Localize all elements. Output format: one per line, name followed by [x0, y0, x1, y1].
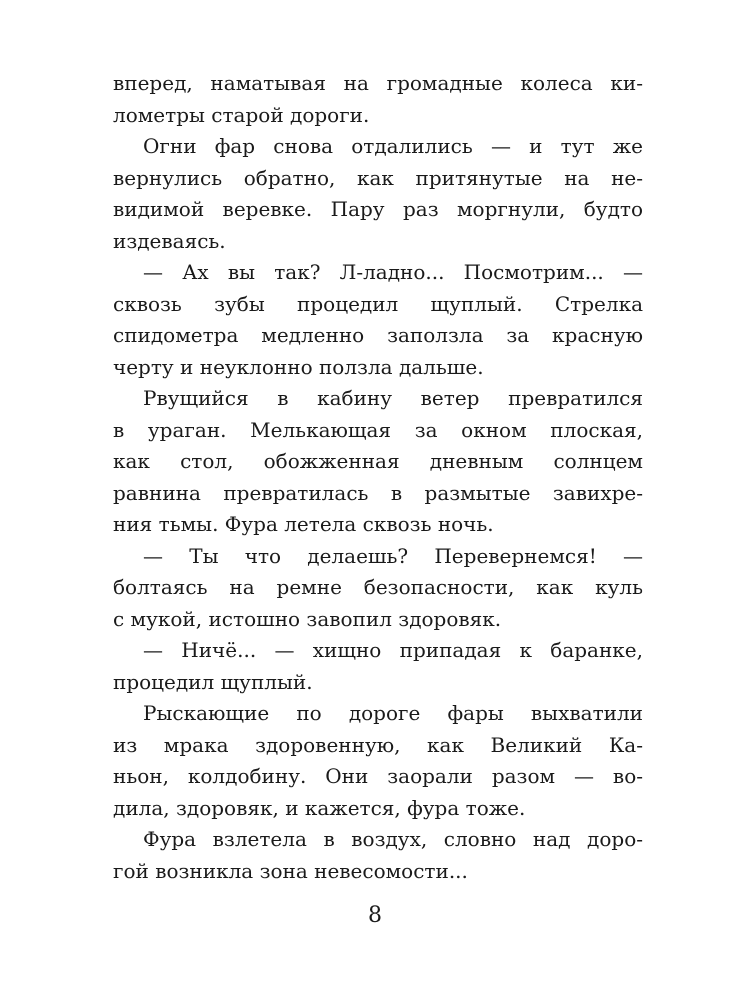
text-line: как стол, обожженная дневным солнцем: [113, 449, 643, 473]
text-line: равнина превратилась в размытые завихре-: [113, 480, 643, 505]
text-line: спидометра медленно заползла за красную: [113, 323, 643, 347]
text-line: Фура взлетела в воздух, словно над доро-: [143, 827, 643, 851]
text-line: издеваясь.: [113, 228, 226, 253]
paragraph-2: [113, 131, 643, 257]
text-line: вернулись обратно, как притянутые на не-: [113, 165, 643, 190]
text-line: черту и неуклонно ползла дальше.: [113, 354, 484, 379]
paragraph-4: [113, 383, 643, 541]
text-line: Рвущийся в кабину ветер превратился: [143, 386, 643, 410]
paragraph-1: [113, 68, 643, 131]
text-line: — Ты что делаешь? Перевернемся! —: [143, 543, 643, 568]
paragraph-7: [113, 698, 643, 824]
text-line: вперед, наматывая на громадные колеса ки-: [113, 71, 643, 95]
text-line: Огни фар снова отдалились — и тут же: [143, 134, 643, 158]
text-line: гой возникла зона невесомости...: [113, 858, 468, 883]
text-line: процедил щуплый.: [113, 669, 313, 694]
text-line: болтаясь на ремне безопасности, как куль: [113, 575, 643, 599]
page-number: 8: [368, 903, 382, 928]
text-line: Рыскающие по дороге фары выхватили: [143, 701, 643, 725]
text-line: лометры старой дороги.: [113, 102, 370, 127]
text-line: ния тьмы. Фура летела сквозь ночь.: [113, 512, 494, 536]
text-line: — Ничё... — хищно припадая к баранке,: [143, 638, 643, 662]
text-line: с мукой, истошно завопил здоровяк.: [113, 606, 502, 631]
text-line: видимой веревке. Пару раз моргнули, будто: [113, 197, 643, 221]
text-line: — Ах вы так? Л-ладно... Посмотрим... —: [143, 260, 643, 284]
paragraph-8: [113, 824, 643, 887]
text-line: в ураган. Мелькающая за окном плоская,: [113, 417, 643, 442]
book-page-text: [113, 68, 643, 887]
paragraph-6: [113, 635, 643, 698]
text-line: ньон, колдобину. Они заорали разом — во-: [113, 764, 643, 788]
text-line: из мрака здоровенную, как Великий Ка-: [113, 732, 643, 757]
paragraph-3: [113, 257, 643, 383]
text-line: сквозь зубы процедил щуплый. Стрелка: [113, 291, 643, 316]
paragraph-5: [113, 541, 643, 636]
text-line: дила, здоровяк, и кажется, фура тоже.: [113, 795, 526, 820]
